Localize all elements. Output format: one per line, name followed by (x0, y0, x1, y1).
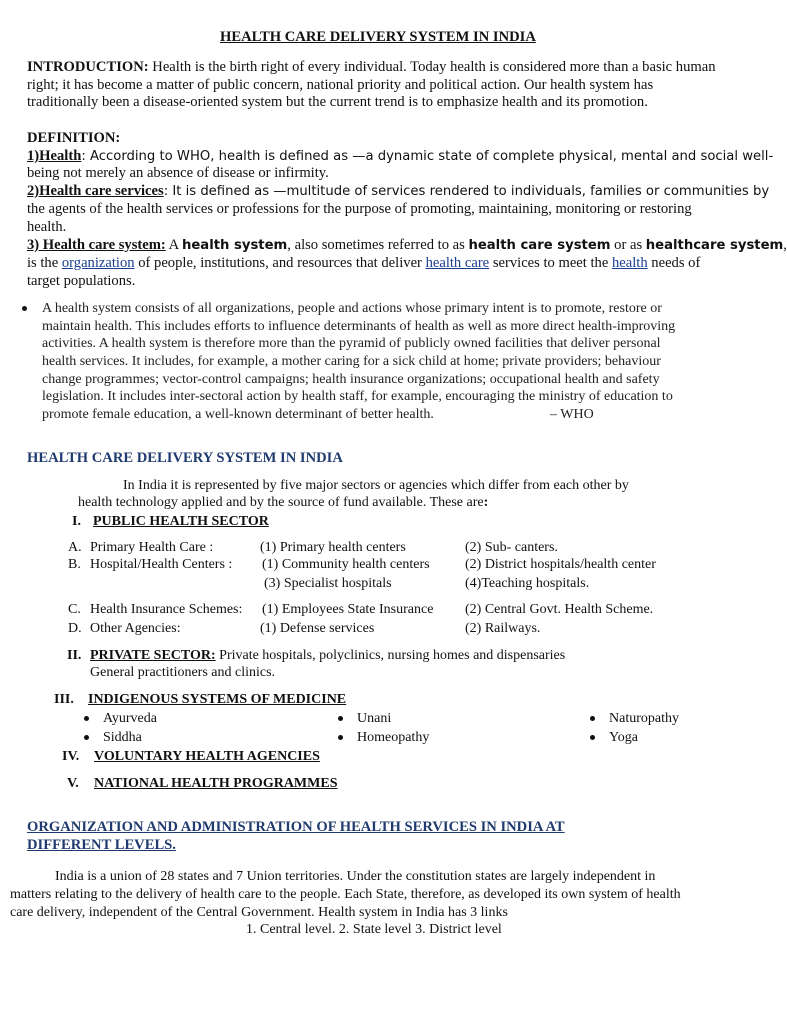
bullet-icon (84, 716, 89, 721)
row-c2-b2: (4)Teaching hospitals. (465, 576, 590, 591)
who-line-7: promote female education, a well-known determinant of better health. (42, 407, 434, 422)
row-c1-b: (1) Community health centers (262, 557, 430, 572)
section-heading-organization-1: ORGANIZATION AND ADMINISTRATION OF HEALTH SERVICES IN INDIA AT (27, 819, 565, 835)
bullet-icon (84, 735, 89, 740)
row-name-d: Other Agencies: (90, 621, 181, 636)
sector-voluntary: VOLUNTARY HEALTH AGENCIES (94, 749, 320, 764)
section-heading-organization-2: DIFFERENT LEVELS. (27, 837, 176, 853)
bullet-icon (338, 716, 343, 721)
row-c1-c: (1) Employees State Insurance (262, 602, 434, 617)
sector-num-4: IV. (62, 749, 80, 764)
organization-link[interactable]: organization (61, 255, 135, 271)
row-c2-d: (2) Railways. (465, 621, 541, 636)
intro-label: INTRODUCTION: (27, 59, 149, 75)
section1-intro-1: In India it is represented by five major sectors or agencies which differ from each other by (123, 478, 629, 493)
who-line-5: change programmes; vector-control campaigns; health insurance organizations; occupational health and safety (42, 372, 660, 387)
intro-line-3: traditionally been a disease-oriented system but the current trend is to emphasize health and its promotion. (27, 94, 648, 110)
sector-private: PRIVATE SECTOR: Private hospitals, polyclinics, nursing homes and dispensaries (90, 648, 566, 663)
indigenous-yoga: Yoga (609, 730, 638, 745)
sector-num-2: II. (67, 648, 82, 663)
page-title: HEALTH CARE DELIVERY SYSTEM IN INDIA (220, 29, 536, 45)
who-line-2: maintain health. This includes efforts to influence determinants of health as well as more direct health-improving (42, 319, 676, 334)
row-c1-d: (1) Defense services (260, 621, 375, 636)
def-system-line-3: target populations. (27, 273, 136, 289)
bullet-icon (338, 735, 343, 740)
row-letter-a: A. (68, 540, 82, 555)
section-heading-delivery: HEALTH CARE DELIVERY SYSTEM IN INDIA (27, 450, 343, 466)
who-line-1: A health system consists of all organizations, people and actions whose primary intent is to promote, restore or (42, 301, 662, 316)
def-hcs-line-3: health. (27, 219, 67, 235)
definition-heading: DEFINITION: (27, 130, 121, 146)
sector-indigenous: INDIGENOUS SYSTEMS OF MEDICINE (88, 692, 347, 707)
sector-num-1: I. (72, 514, 81, 529)
indigenous-unani: Unani (357, 711, 392, 726)
sector-num-5: V. (67, 776, 79, 791)
bullet-icon (590, 735, 595, 740)
org-paragraph-2: matters relating to the delivery of health care to the people. Each State, therefore, as developed its own system of health (10, 887, 681, 902)
indigenous-homeopathy: Homeopathy (357, 730, 430, 745)
sector-public-health: PUBLIC HEALTH SECTOR (93, 514, 269, 529)
row-c1-a: (1) Primary health centers (260, 540, 406, 555)
row-c2-b: (2) District hospitals/health center (465, 557, 656, 572)
who-line-6: legislation. It includes inter-sectoral action by health staff, for example, encouraging the ministry of education to (42, 389, 673, 404)
bullet-icon (22, 306, 27, 311)
def-health-line-2: being not merely an absence of disease or infirmity. (27, 165, 329, 181)
indigenous-siddha: Siddha (103, 730, 142, 745)
intro-line-1: INTRODUCTION: Health is the birth right of every individual. Today health is considered more than a basic human (27, 59, 716, 75)
intro-line-2: right; it has become a matter of public concern, national priority and political action. Our health system has (27, 77, 654, 93)
row-name-b: Hospital/Health Centers : (90, 557, 233, 572)
row-letter-c: C. (68, 602, 81, 617)
row-c1-b2: (3) Specialist hospitals (264, 576, 392, 591)
row-name-c: Health Insurance Schemes: (90, 602, 243, 617)
row-c2-c: (2) Central Govt. Health Scheme. (465, 602, 654, 617)
health-link[interactable]: health (611, 255, 648, 271)
def-system-line-2: is the organization of people, institutions, and resources that deliver health care services to meet the health needs of (27, 255, 701, 271)
row-letter-b: B. (68, 557, 81, 572)
private-line-2: General practitioners and clinics. (90, 665, 276, 680)
section1-intro-2: health technology applied and by the source of fund available. These are: (78, 495, 489, 510)
indigenous-ayurveda: Ayurveda (103, 711, 157, 726)
def-health-line-1: 1)Health: According to WHO, health is defined as —a dynamic state of complete physical, mental and social well- (27, 148, 774, 164)
bullet-icon (590, 716, 595, 721)
who-line-3: activities. A health system is therefore more than the pyramid of publicly owned facilities that deliver personal (42, 336, 661, 351)
def-system-line-1: 3) Health care system: A health system, also sometimes referred to as health care system or as healthcare system, (27, 237, 787, 253)
who-source: – WHO (550, 407, 594, 422)
org-levels: 1. Central level. 2. State level 3. District level (246, 922, 502, 937)
sector-num-3: III. (54, 692, 74, 707)
who-line-4: health services. It includes, for example, a mother caring for a sick child at home; private providers; behaviour (42, 354, 661, 369)
def-hcs-line-1: 2)Health care services: It is defined as —multitude of services rendered to individuals, families or communities by (27, 183, 770, 199)
def-hcs-line-2: the agents of the health services or professions for the purpose of promoting, maintaining, monitoring or restoring (27, 201, 692, 217)
row-name-a: Primary Health Care : (90, 540, 214, 555)
sector-national-programmes: NATIONAL HEALTH PROGRAMMES (94, 776, 338, 791)
health-care-link[interactable]: health care (425, 255, 490, 271)
row-letter-d: D. (68, 621, 82, 636)
row-c2-a: (2) Sub- canters. (465, 540, 558, 555)
org-paragraph-1: India is a union of 28 states and 7 Union territories. Under the constitution states are largely independent in (55, 869, 656, 884)
org-paragraph-3: care delivery, independent of the Central Government. Health system in India has 3 links (10, 905, 508, 920)
indigenous-naturopathy: Naturopathy (609, 711, 679, 726)
